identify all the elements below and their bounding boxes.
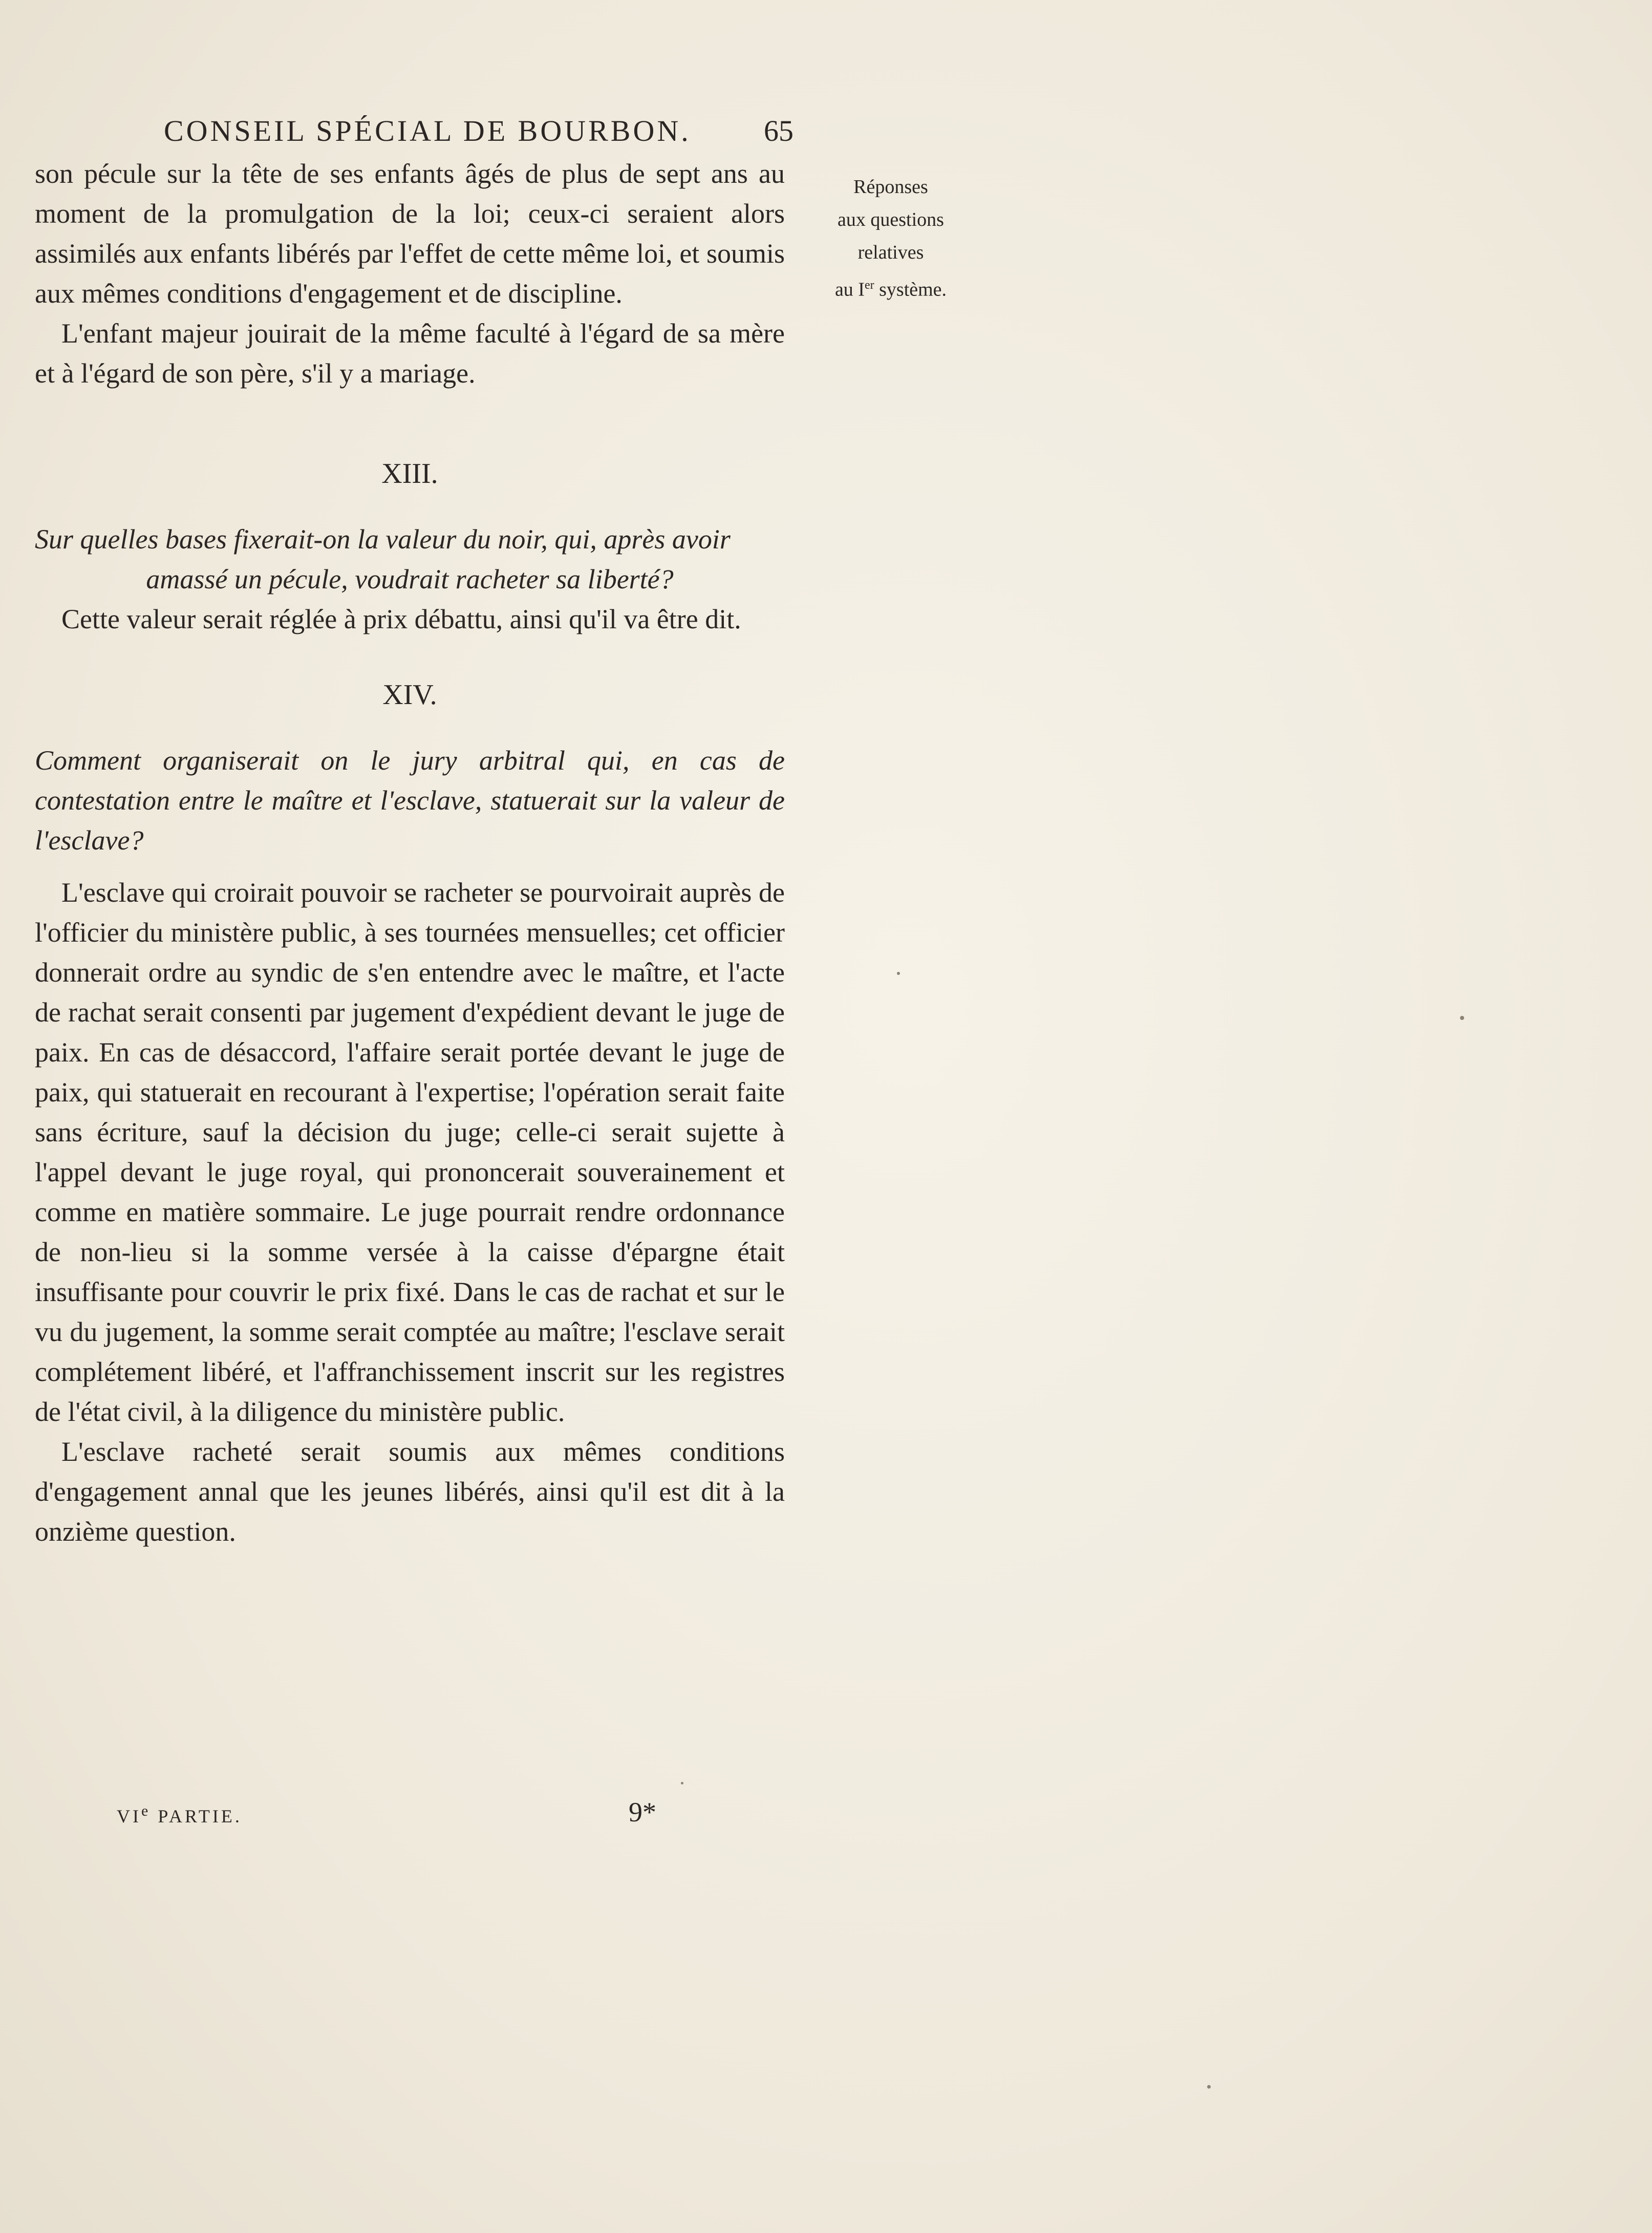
signature-mark: VIe PARTIE. xyxy=(117,1802,242,1826)
sheet-mark: 9* xyxy=(629,1797,656,1827)
paper-speck xyxy=(1207,2085,1211,2089)
answer-xiv-2: L'esclave racheté serait soumis aux mêmes conditions d'engagement annal que les jeunes libérés, ainsi qu'il est dit à la onzième question. xyxy=(35,1436,785,1547)
answer-xiii: Cette valeur serait réglée à prix débattu, ainsi qu'il va être dit. xyxy=(61,604,741,634)
section-heading-xiv: XIV. xyxy=(382,679,437,711)
question-xiii: Sur quelles bases fixerait-on la valeur du noir, qui, après avoir amassé un pécule, voudrait racheter sa liberté? xyxy=(35,524,731,594)
paragraph-majeur: L'enfant majeur jouirait de la même faculté à l'égard de sa mère et à l'égard de son père, s'il y a mariage. xyxy=(35,318,785,389)
running-title: CONSEIL SPÉCIAL DE BOURBON. xyxy=(164,114,691,147)
main-text xyxy=(35,154,785,1551)
margin-note-line: relatives xyxy=(857,242,924,263)
paper-speck xyxy=(681,1782,683,1784)
section-heading-xiii: XIII. xyxy=(381,458,438,490)
paper-speck xyxy=(1460,1016,1464,1020)
margin-note xyxy=(809,171,973,306)
question-xiv: Comment organiserait on le jury arbitral qui, en cas de contestation entre le maître et l'esclave, statuerait sur la valeur de l'esclave? xyxy=(35,745,785,856)
paper-speck xyxy=(897,972,900,975)
margin-note-line: aux questions xyxy=(838,209,944,230)
running-head xyxy=(164,114,793,148)
paragraph-continued: son pécule sur la tête de ses enfants âgés de plus de sept ans au moment de la promulgation de la loi; ceux-ci seraient alors assimilés aux enfants libérés par l'effet de cette même loi, et soumis aux mêmes conditions d'engagement et de discipline. xyxy=(35,158,785,309)
margin-note-line: au Ier système. xyxy=(834,279,947,301)
page-number: 65 xyxy=(764,114,793,147)
answer-xiv-1: L'esclave qui croirait pouvoir se racheter se pourvoirait auprès de l'officier du ministère public, à ses tournées mensuelles; cet officier donnerait ordre au syndic de s'en entendre avec le maître, et l'acte de rachat serait consenti par jugement d'expédient devant le juge de paix. En cas de désaccord, l'affaire serait portée devant le juge de paix, qui statuerait en recourant à l'expertise; l'opération serait faite sans écriture, sauf la décision du juge; celle-ci serait sujette à l'appel devant le juge royal, qui prononcerait souverainement et comme en matière sommaire. Le juge pourrait rendre ordonnance de non-lieu si la somme versée à la caisse d'épargne était insuffisante pour couvrir le prix fixé. Dans le cas de rachat et sur le vu du jugement, la somme serait comptée au maître; l'esclave serait complétement libéré, et l'affranchissement inscrit sur les registres de l'état civil, à la diligence du ministère public. xyxy=(35,877,785,1427)
margin-note-line: Réponses xyxy=(853,176,928,198)
